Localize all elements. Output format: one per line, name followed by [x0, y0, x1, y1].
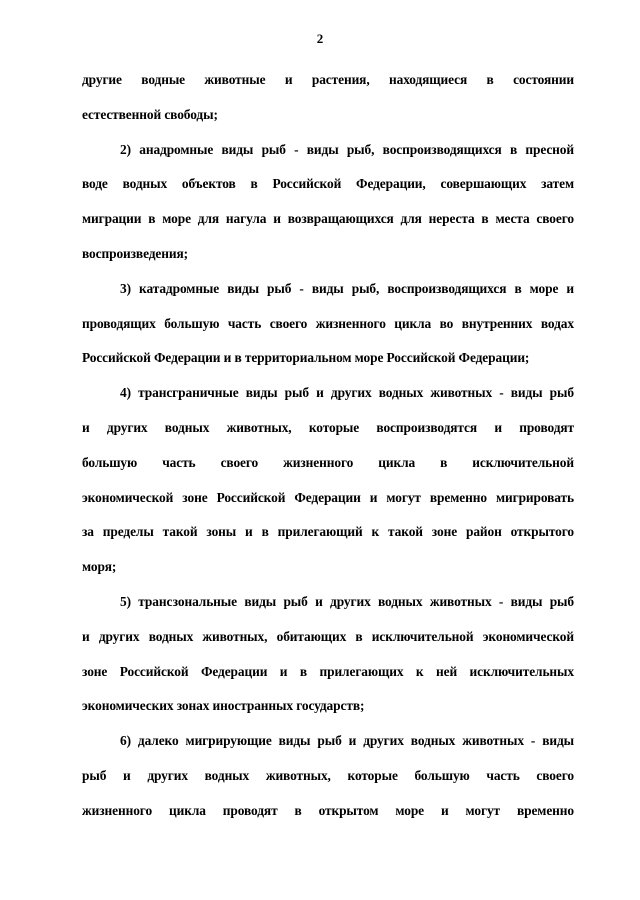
text-line: моря; [82, 559, 117, 575]
text-line: большую часть своего жизненного цикла в исключительной [82, 454, 574, 470]
text-line: экономической зоне Российской Федерации и могут временно мигрировать [82, 489, 574, 505]
text-line: за пределы такой зоны и в прилегающий к такой зоне район открытого [82, 524, 574, 540]
text-line: миграции в море для нагула и возвращающихся для нереста в места своего [82, 211, 574, 227]
text-line: воспроизведения; [82, 245, 188, 261]
text-line: и других водных животных, которые воспроизводятся и проводят [82, 419, 574, 435]
text-line: жизненного цикла проводят в открытом море и могут временно [82, 802, 574, 818]
text-line: экономических зонах иностранных государств; [82, 698, 365, 714]
text-line: 5) трансзональные виды рыб и других водных животных - виды рыб [120, 593, 574, 609]
text-line: 3) катадромные виды рыб - виды рыб, воспроизводящихся в море и [120, 280, 574, 296]
text-line: рыб и других водных животных, которые большую часть своего [82, 767, 574, 783]
text-line: другие водные животные и растения, находящиеся в состоянии [82, 72, 574, 87]
text-line: 4) трансграничные виды рыб и других водных животных - виды рыб [120, 385, 574, 401]
text-line: 2) анадромные виды рыб - виды рыб, воспроизводящихся в пресной [120, 141, 574, 157]
document-body [82, 63, 574, 829]
text-line: Российской Федерации и в территориальном море Российской Федерации; [82, 350, 530, 366]
text-line: зоне Российской Федерации и в прилегающих к ней исключительных [82, 663, 574, 679]
text-line: естественной свободы; [82, 106, 218, 122]
text-line: и других водных животных, обитающих в исключительной экономической [82, 628, 574, 644]
text-line: воде водных объектов в Российской Федерации, совершающих затем [82, 176, 574, 192]
page-number: 2 [316, 31, 324, 46]
text-line: проводящих большую часть своего жизненного цикла во внутренних водах [82, 315, 574, 331]
text-line: 6) далеко мигрирующие виды рыб и других водных животных - виды [120, 733, 574, 749]
